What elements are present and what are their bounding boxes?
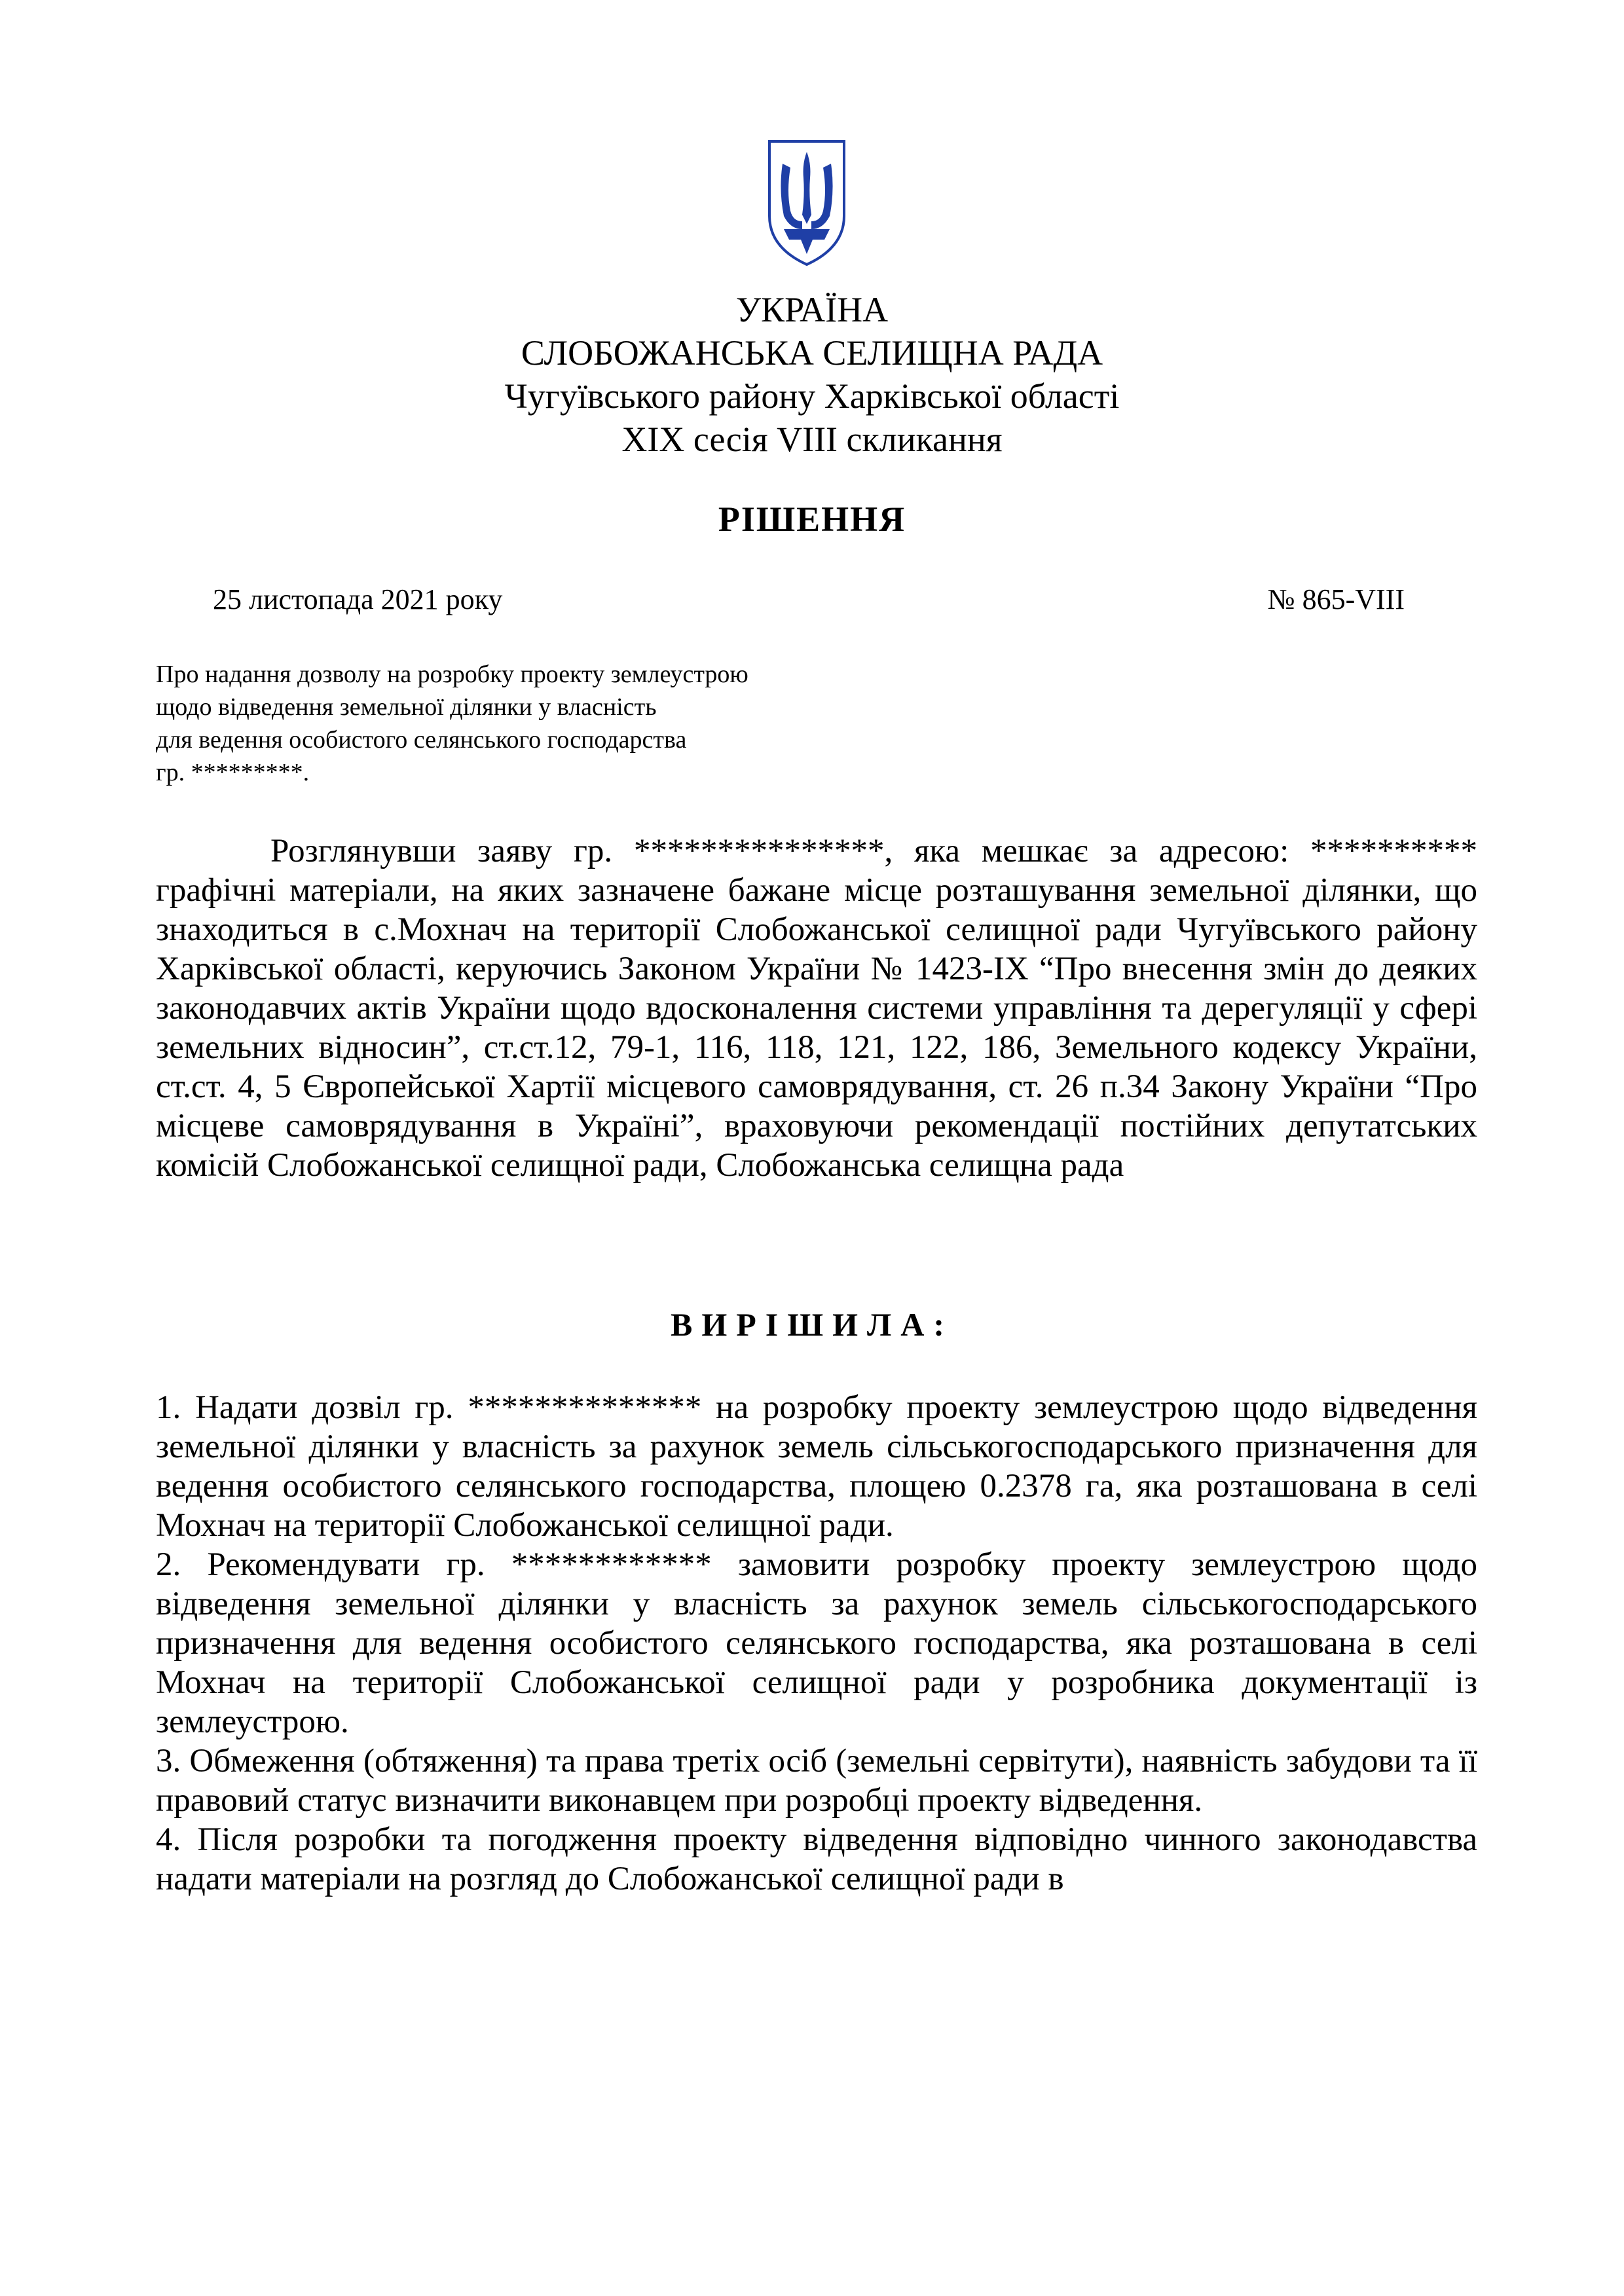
decision-item: 1. Надати дозвіл гр. ************** на розробку проекту землеустрою щодо відведення земельної ділянки у власність за рахунок земель сільськогосподарського призначення для ведення особистого селянського господарства, площею 0.2378 га, яка розташована в селі Мохнач на території Слобожанської селищної ради. (156, 1389, 1477, 1544)
subject-line: для ведення особистого селянського господарства (156, 726, 687, 754)
decision-item: 4. Після розробки та погодження проекту відведення відповідно чинного законодавства надати матеріали на розгляд до Слобожанської селищної ради в (156, 1821, 1477, 1897)
document-title: РІШЕННЯ (718, 500, 906, 539)
subject-line: Про надання дозволу на розробку проекту землеустрою (156, 661, 748, 688)
coat-of-arms-icon (764, 137, 849, 268)
decision-item: 2. Рекомендувати гр. ************ замовити розробку проекту землеустрою щодо відведення земельної ділянки у власність за рахунок земель сільськогосподарського призначення для ведення особистого селянського господарства, яка розташована в селі Мохнач на території Слобожанської селищної ради у розробника документації із землеустрою. (156, 1546, 1477, 1740)
document-date: 25 листопада 2021 року (213, 583, 503, 615)
decision-item: 3. Обмеження (обтяження) та права третіх осіб (земельні сервітути), наявність забудови та її правовий статус визначити виконавцем при розробці проекту відведення. (156, 1743, 1477, 1819)
country-name: УКРАЇНА (735, 290, 889, 329)
preamble-paragraph: Розглянувши заяву гр. ***************, яка мешкає за адресою: ********** графічні матеріали, на яких зазначене бажане місце розташування земельної ділянки, що знаходиться в с.Мохнач на території Слобожанської селищної ради Чугуївського району Харківської області, керуючись Законом України № 1423-IX “Про внесення змін до деяких законодавчих актів України щодо вдосконалення системи управління та дерегуляції у сфері земельних відносин”, ст.ст.12, 79-1, 116, 118, 121, 122, 186, Земельного кодексу України, ст.ст. 4, 5 Європейської Хартії місцевого самоврядування, ст. 26 п.34 Закону України “Про місцеве самоврядування в Україні”, враховуючи рекомендації постійних депутатських комісій Слобожанської селищної ради, Слобожанська селищна рада (156, 833, 1477, 1184)
session-info: XIX сесія VIII скликання (621, 420, 1003, 459)
resolved-heading: ВИРІШИЛА: (670, 1306, 954, 1343)
letterhead (0, 288, 1624, 461)
subject-line: гр. *********. (156, 759, 310, 786)
subject-line: щодо відведення земельної ділянки у власність (156, 693, 657, 721)
document-number: № 865-VIII (1267, 583, 1405, 615)
district-name: Чугуївського району Харківської області (504, 376, 1120, 416)
decision-items (156, 1388, 1477, 1899)
council-name: СЛОБОЖАНСЬКА СЕЛИЩНА РАДА (521, 333, 1103, 373)
document-subject (156, 658, 748, 789)
